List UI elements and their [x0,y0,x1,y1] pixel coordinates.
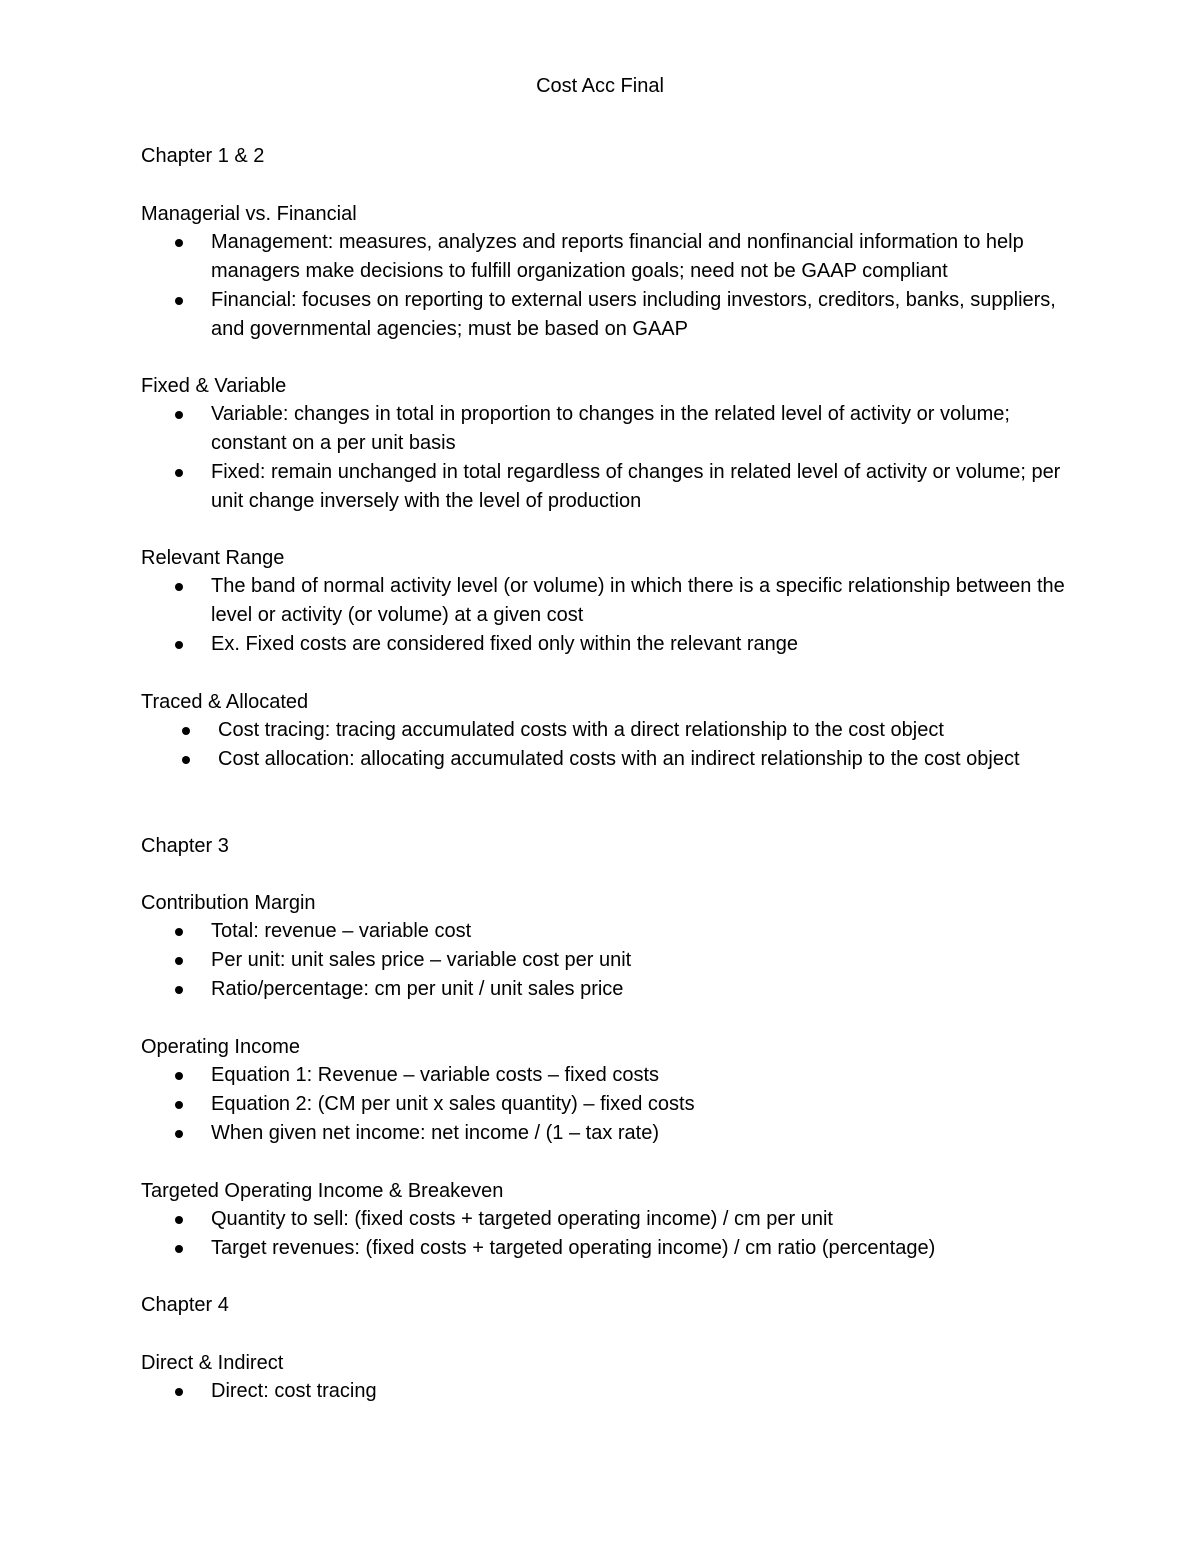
bullet-list [141,716,1081,774]
bullet-icon [175,1101,183,1109]
section-heading: Targeted Operating Income & Breakeven [141,1180,504,1202]
chapter-heading: Chapter 4 [141,1294,229,1316]
list-item-text: Target revenues: (fixed costs + targeted operating income) / cm ratio (percentage) [211,1237,936,1259]
list-item-text: Fixed: remain unchanged in total regardless of changes in related level of activity or volume; per unit change inversely with the level of production [211,461,1061,512]
list-item-text: Cost allocation: allocating accumulated costs with an indirect relationship to the cost object [218,748,1020,770]
chapter-heading: Chapter 1 & 2 [141,145,265,167]
list-item [141,1234,1081,1263]
section-heading: Fixed & Variable [141,375,287,397]
bullet-icon [182,756,190,764]
list-item-text: When given net income: net income / (1 – tax rate) [211,1122,659,1144]
section-heading: Managerial vs. Financial [141,203,357,225]
list-item-text: Direct: cost tracing [211,1380,377,1402]
section-direct-indirect [141,1349,1081,1406]
list-item-text: Quantity to sell: (fixed costs + targeted operating income) / cm per unit [211,1208,833,1230]
bullet-list [141,400,1081,516]
section-heading: Traced & Allocated [141,691,309,713]
bullet-list [141,1205,1081,1263]
chapter-heading-1-2 [141,142,1081,170]
section-relevant-range [141,544,1081,659]
section-heading: Relevant Range [141,547,285,569]
chapter-heading-3 [141,832,1081,860]
list-item [141,1205,1081,1234]
section-heading: Direct & Indirect [141,1352,284,1374]
section-fixed-variable [141,372,1081,516]
bullet-list [141,1061,1081,1148]
list-item [141,975,1081,1004]
list-item [141,1119,1081,1148]
bullet-icon [175,1072,183,1080]
list-item [141,917,1081,946]
list-item-text: Management: measures, analyzes and reports financial and nonfinancial information to help managers make decisions to fulfill organization goals; need not be GAAP compliant [211,231,1024,282]
bullet-icon [175,1130,183,1138]
bullet-icon [175,986,183,994]
list-item [141,286,1081,344]
bullet-icon [175,297,183,305]
list-item-text: Variable: changes in total in proportion to changes in the related level of activity or volume; constant on a per unit basis [211,403,1010,454]
list-item [141,1377,1081,1406]
list-item-text: Ex. Fixed costs are considered fixed only within the relevant range [211,633,798,655]
document-title: Cost Acc Final [536,75,664,97]
bullet-icon [175,469,183,477]
list-item [141,1090,1081,1119]
section-heading: Contribution Margin [141,892,316,914]
list-item-text: Total: revenue – variable cost [211,920,472,942]
list-item [141,228,1081,286]
bullet-icon [182,727,190,735]
list-item-text: The band of normal activity level (or volume) in which there is a specific relationship between the level or activity (or volume) at a given cost [211,575,1065,626]
list-item [141,1061,1081,1090]
list-item-text: Equation 2: (CM per unit x sales quantity) – fixed costs [211,1093,695,1115]
bullet-icon [175,641,183,649]
list-item-text: Equation 1: Revenue – variable costs – fixed costs [211,1064,660,1086]
bullet-icon [175,583,183,591]
list-item-text: Financial: focuses on reporting to external users including investors, creditors, banks, suppliers, and governmental agencies; must be based on GAAP [211,289,1056,340]
bullet-icon [175,1388,183,1396]
bullet-icon [175,928,183,936]
section-managerial-vs-financial [141,200,1081,344]
list-item [141,572,1081,630]
bullet-icon [175,1245,183,1253]
section-operating-income [141,1033,1081,1148]
list-item-text: Per unit: unit sales price – variable cost per unit [211,949,632,971]
bullet-icon [175,957,183,965]
list-item-text: Cost tracing: tracing accumulated costs with a direct relationship to the cost object [218,719,944,741]
list-item [141,400,1081,458]
section-heading: Operating Income [141,1036,300,1058]
chapter-heading-4 [141,1291,1081,1319]
bullet-list [141,572,1081,659]
list-item [141,630,1081,659]
list-item [141,946,1081,975]
section-traced-allocated [141,688,1081,774]
bullet-list [141,917,1081,1004]
bullet-list [141,228,1081,344]
section-contribution-margin [141,889,1081,1004]
bullet-icon [175,1216,183,1224]
section-targeted-operating-income [141,1177,1081,1263]
bullet-list [141,1377,1081,1406]
bullet-icon [175,239,183,247]
list-item [141,745,1081,774]
list-item [141,716,1081,745]
bullet-icon [175,411,183,419]
chapter-heading: Chapter 3 [141,835,229,857]
list-item [141,458,1081,516]
list-item-text: Ratio/percentage: cm per unit / unit sales price [211,978,624,1000]
